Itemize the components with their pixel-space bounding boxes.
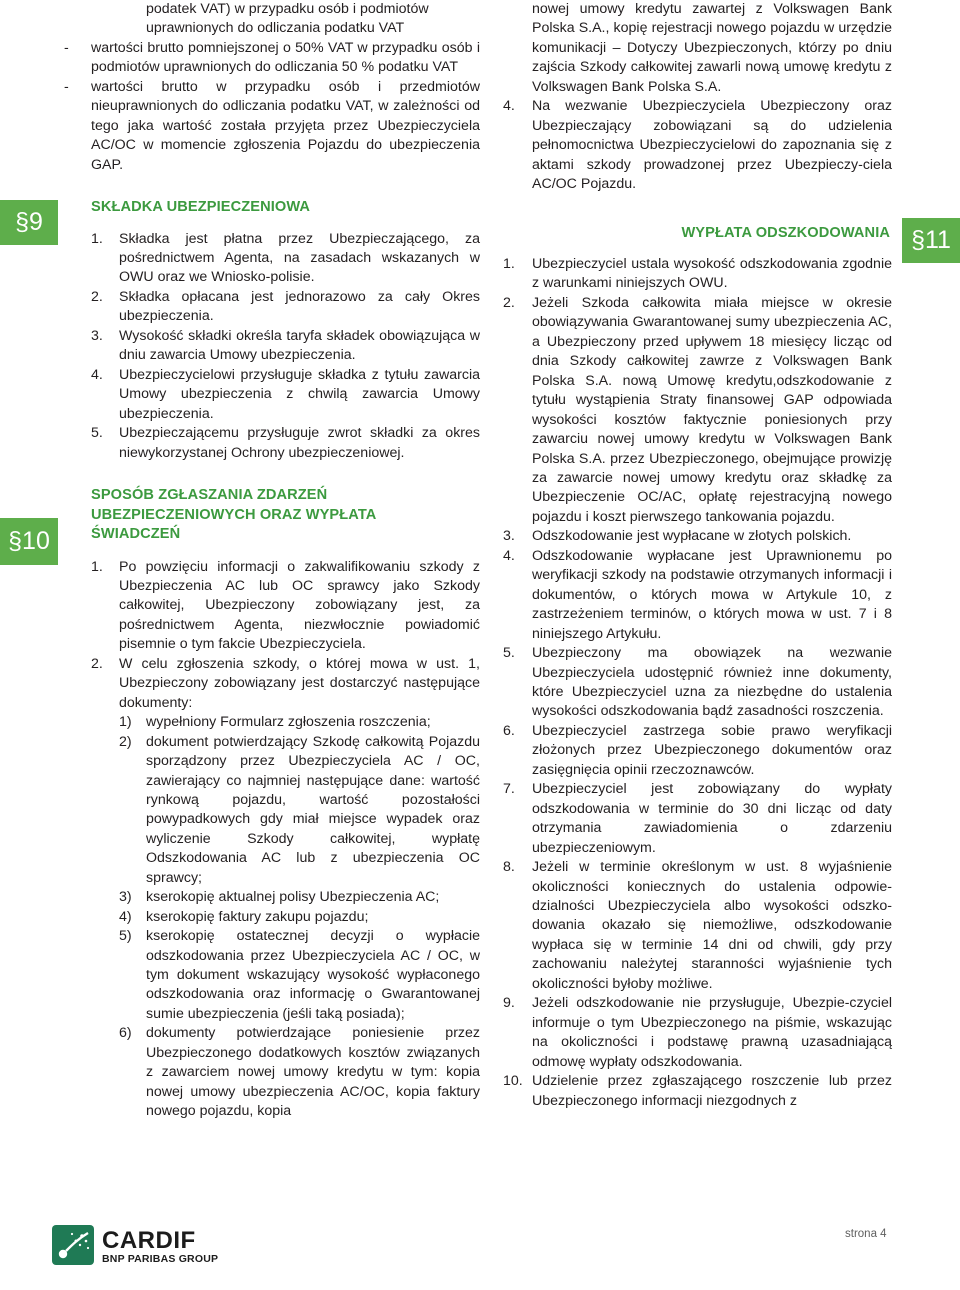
intro-line-1: podatek VAT) w przypadku osób i podmiotów: [146, 1, 429, 17]
list-text: Składka jest płatna przez Ubezpieczającego, za pośrednictwem Agenta, na zasadach wskazanych w OWU oraz we Wniosko-polisie.: [119, 230, 480, 286]
list-number: 2.: [91, 288, 103, 305]
intro-dash-item-1: [36, 39, 480, 78]
list-text: Udzielenie przez zgłaszającego roszczenie lub przez Ubezpieczonego informacji niezgodnych z: [532, 1073, 892, 1109]
left-column: [64, 0, 480, 1122]
sublist-text: wypełniony Formularz zgłoszenia roszczenia;: [146, 714, 431, 731]
intro-line-2: uprawnionych do odliczania podatku VAT: [146, 20, 405, 37]
list-number: 3.: [91, 327, 103, 344]
list-text: Odszkodowanie jest wypłacane w złotych polskich.: [532, 528, 852, 545]
list-number: 7.: [503, 781, 515, 798]
section-11-list: [503, 255, 892, 1111]
footer-title-line-2: NA WYPADEK STRATY FINANSOWEJ GAP: [351, 1246, 585, 1258]
list-item: [91, 424, 480, 463]
list-text: Ubezpieczyciel jest zobowiązany do wypłaty odszkodowania w terminie do 30 dni licząc od daty otrzymania zawiadomienia o zdarzeniu ubezpieczeniowym.: [532, 781, 892, 856]
footer-title-line-1: OGÓLNE WARUNKI UBEZPIECZENIA DLAKREDYTOBIORCÓW: [351, 1228, 695, 1240]
brand-name: CARDIF: [102, 1227, 196, 1254]
intro-dash-text-2: wartości brutto w przypadku osób i przedmiotów nieuprawnionych do odliczania podatku VAT, w zależności od tego jaka wartość została przyjęta przez Ubezpieczyciela AC/OC w momencie zgłoszenia Pojazdu do ubezpieczenia GAP.: [91, 78, 480, 173]
list-number: 5.: [91, 425, 103, 442]
sublist-number: 4): [119, 908, 132, 925]
sublist-text: kserokopię ostatecznej decyzji o wypłacie odszkodowania przez Ubezpieczyciela AC / OC, w tym dokument wskazujący wysokość wypłaconego odszkodowania oraz informację o Gwarantowanej sumie ubezpieczenia (jeśli taką posiada);: [146, 928, 480, 1022]
list-number: 2.: [503, 294, 515, 311]
list-text: Jeżeli Szkoda całkowita miała miejsce w okresie obowiązywania Gwarantowanej sumy ubezpieczenia AC, a Ubezpieczony przed upływem 18 miesięcy licząc od dnia Szkody całkowitej zawrze z Volkswagen Bank Polska S.A. nową Umowę kredytu,odszkodowanie z tytułu wystąpienia Straty finansowej GAP odpowiada wysokości kosztów faktycznie poniesionych przy zawarciu nowej umowy kredytu w Volkswagen Bank Polska S.A. przez Ubezpieczonego, obejmujące prowizję za zawarcie nowej umowy kredytu oraz składkę za Ubezpieczenie OC/AC, opłatę rejestracyjną nowego pojazdu i koszt pierwszego tankowania pojazdu.: [532, 294, 892, 525]
page-number: strona 4: [845, 1228, 887, 1240]
list-text: Wysokość składki określa taryfa składek obowiązująca w dniu zawarcia Umowy ubezpieczenia.: [119, 327, 480, 364]
continued-text: nowej umowy kredytu zawartej z Volkswagen Bank Polska S.A., kopię rejestracji nowego pojazdu w urzędzie komunikacji – Dotyczy Ubezpieczonych, którzy po dniu zajścia Szkody całkowitej zawarli nową umowę kredytu z Volkswagen Bank Polska S.A.: [532, 1, 892, 95]
list-text: Na wezwanie Ubezpieczyciela Ubezpieczony oraz Ubezpieczający zobowiązani są do udzielenia pełnomocnictwa Ubezpieczycielowi do zapoznania się z aktami szkody prowadzonej przez Ubezpieczy-ciela AC/OC Pojazdu.: [532, 98, 892, 193]
sublist-text: kserokopię aktualnej polisy Ubezpieczenia AC;: [146, 889, 440, 906]
list-text: W celu zgłoszenia szkody, o której mowa w ust. 1, Ubezpieczony zobowiązany jest dostarczyć następujące dokumenty:: [119, 655, 480, 711]
list-text: Ubezpieczycielowi przysługuje składka z tytułu zawarcia Umowy ubezpieczenia z chwilą zawarcia Umowy ubezpieczenia.: [119, 366, 480, 422]
list-text: Składka opłacana jest jednorazowo za cały Okres ubezpieczenia.: [119, 288, 480, 325]
dash-marker: -: [64, 39, 69, 56]
intro-dash-item-2: [36, 78, 480, 175]
list-number: 1.: [91, 230, 103, 247]
list-item: [503, 294, 892, 527]
section-marker-10: §10: [0, 518, 58, 565]
footer-document-title: [351, 1225, 694, 1279]
list-number: 4.: [503, 547, 515, 564]
documents-sublist: [119, 713, 480, 1122]
list-number: 9.: [503, 995, 515, 1012]
sublist-text: dokumenty potwierdzające poniesienie przez Ubezpieczonego dodatkowych kosztów związanych z zawarciem nowej umowy kredytu w tym: kopia nowej umowy ubezpieczenia AC/OC, kopia faktury nowego pojazdu, kopia: [146, 1025, 480, 1120]
section-10-list-cont: [503, 97, 892, 194]
list-number: 4.: [503, 98, 515, 115]
list-text: Ubezpieczony ma obowiązek na wezwanie Ubezpieczyciela udostępnić również inne dokumenty, które Ubezpieczyciel uzna za niezbędne do ustalenia wysokości odszkodowania bądź zasadności roszczenia.: [532, 645, 892, 720]
list-item: [503, 994, 892, 1072]
list-item: [91, 327, 480, 366]
list-item: [503, 722, 892, 780]
list-item: [91, 230, 480, 288]
list-number: 5.: [503, 645, 515, 662]
list-text: Ubezpieczyciel zastrzega sobie prawo weryfikacji złożonych przez Ubezpieczonego dokumentów oraz zasięgnięcia opinii rzeczoznawców.: [532, 722, 892, 778]
list-text: Jeżeli odszkodowanie nie przysługuje, Ubezpie-czyciel informuje o tym Ubezpieczonego na piśmie, wskazując na okoliczności i podstawę prawną uzasadniającą odmowę wypłaty odszkodowania.: [532, 995, 892, 1070]
list-number: 4.: [91, 366, 103, 383]
intro-dash-text-1: wartości brutto pomniejszonej o 50% VAT w przypadku osób i podmiotów uprawnionych do odliczania 50 % podatku VAT: [91, 39, 480, 76]
sublist-number: 2): [119, 733, 132, 750]
sublist-item: [119, 1024, 480, 1121]
list-item: [503, 255, 892, 294]
section-10-list: [91, 558, 480, 1122]
sublist-number: 5): [119, 928, 132, 945]
brand-group: BNP PARIBAS GROUP: [102, 1253, 219, 1265]
sublist-number: 1): [119, 714, 132, 731]
sublist-number: 3): [119, 889, 132, 906]
sublist-item: [119, 927, 480, 1024]
list-number: 1.: [503, 256, 515, 273]
list-item: [503, 1072, 892, 1111]
list-number: 3.: [503, 528, 515, 545]
list-item: [503, 527, 892, 546]
list-item: [503, 858, 892, 994]
section-10-title: SPOSÓB ZGŁASZANIA ZDARZEŃ UBEZPIECZENIOWYCH ORAZ WYPŁATA ŚWIADCZEŃ: [91, 487, 376, 543]
sublist-text: kserokopię faktury zakupu pojazdu;: [146, 908, 369, 925]
list-item: [91, 558, 480, 655]
list-item: [91, 366, 480, 424]
list-number: 1.: [91, 558, 103, 575]
list-text: Ubezpieczającemu przysługuje zwrot składki za okres niewykorzystanej Ochrony ubezpieczeniowej.: [119, 425, 480, 461]
sublist-number: 6): [119, 1025, 132, 1042]
list-number: 10.: [503, 1073, 523, 1090]
list-item: [503, 780, 892, 858]
list-item: [503, 547, 892, 644]
section-marker-11: §11: [902, 218, 960, 263]
sublist-item: [119, 733, 480, 889]
list-number: 6.: [503, 722, 515, 739]
right-column: [503, 0, 892, 1111]
footer-title-line-3: O INDEKSIE VW/CARGAPMTE_3_1.0/2015: [351, 1264, 581, 1276]
list-item: [91, 655, 480, 1122]
list-item: [91, 288, 480, 327]
list-text-block: [119, 655, 480, 1122]
cardif-logo-icon: [52, 1225, 94, 1265]
list-text: Ubezpieczyciel ustala wysokość odszkodowania zgodnie z warunkami niniejszych OWU.: [532, 256, 892, 292]
list-item: [503, 97, 892, 194]
list-text: Po powzięciu informacji o zakwalifikowaniu szkody z Ubezpieczenia AC lub OC sprawcy jako Szkody całkowitej, Ubezpieczony zobowiązany jest, za pośrednictwem Agenta, niezwłocznie powiadomić pisemnie o tym fakcie Ubezpieczyciela.: [119, 558, 480, 653]
footer-logo: [52, 1223, 252, 1268]
list-text: Odszkodowanie wypłacane jest Uprawnionemu po weryfikacji szkody na podstawie otrzymanych informacji i dokumentów, o których mowa w Artykule 10, z zastrzeżeniem terminów, o których mowa w ust. 7 i 8 niniejszego Artykułu.: [532, 547, 892, 642]
list-text: Jeżeli w terminie określonym w ust. 8 wyjaśnienie okoliczności koniecznych do ustalenia odpowie-dzialności Ubezpieczyciela albo wysokości odszko-dowania okazało się niemożliwe, odszkodowanie wypłaca się w terminie 14 dni od chwili, gdy przy zachowaniu należytej staranności wyjaśnienie tych okoliczności byłoby możliwe.: [532, 859, 892, 992]
list-number: 2.: [91, 655, 103, 672]
sublist-item: [119, 888, 480, 907]
list-number: 8.: [503, 859, 515, 876]
section-9-list: [91, 230, 480, 463]
list-item: [503, 644, 892, 722]
section-marker-9: §9: [0, 200, 58, 245]
sublist-item: [119, 713, 480, 732]
section-11-title: WYPŁATA ODSZKODOWANIA: [681, 224, 890, 241]
sublist-item: [119, 908, 480, 927]
dash-marker: -: [64, 78, 69, 95]
section-9-title: SKŁADKA UBEZPIECZENIOWA: [91, 199, 311, 216]
sublist-text: dokument potwierdzający Szkodę całkowitą Pojazdu sporządzony przez Ubezpieczyciela AC / OC, zawierający co najmniej następujące dane: wartość rynkową pojazdu, wartość pozostałości powypadkowych gdy miał miejsce wypadek oraz wyliczenie Szkody całkowitej, wypłatę Odszkodowania AC lub z ubezpieczenia OC sprawcy;: [146, 733, 480, 886]
